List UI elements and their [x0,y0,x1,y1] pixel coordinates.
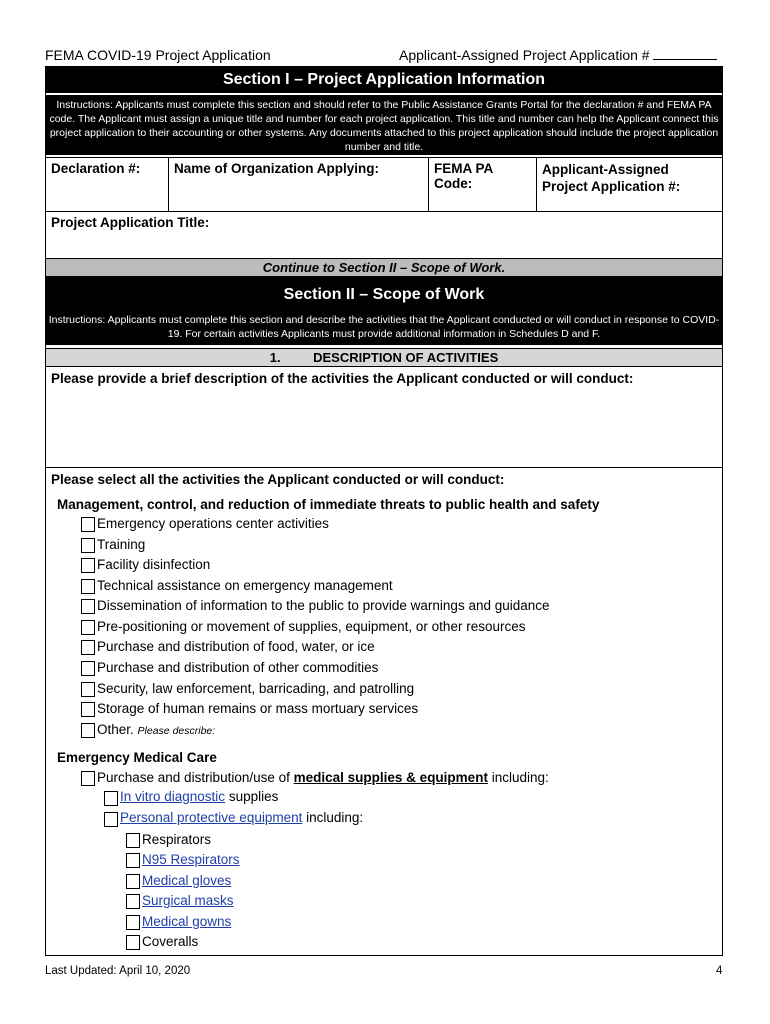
section-1-field-row [46,157,722,211]
coveralls-label: Coveralls [142,934,199,949]
surgical-masks-link[interactable]: Surgical masks [142,893,234,908]
checkbox[interactable] [81,771,95,786]
activity-label: Dissemination of information to the public to provide warnings and guidance [97,598,550,613]
checkbox[interactable] [81,538,95,553]
medical-supplies-label [97,770,549,785]
checkbox[interactable] [81,517,95,532]
checkbox[interactable] [126,853,140,868]
section-2-title: Section II – Scope of Work [46,277,722,309]
subheading-text: DESCRIPTION OF ACTIVITIES [313,350,499,365]
ppe-label [120,810,363,825]
description-subheading [46,348,722,367]
activity-label: Technical assistance on emergency management [97,578,393,593]
project-title-field[interactable]: Project Application Title: [51,215,210,230]
checkbox[interactable] [126,935,140,950]
other-checkbox[interactable] [81,723,95,738]
application-number-blank[interactable] [653,48,717,60]
section-1-title: Section I – Project Application Information [46,67,722,93]
checkbox[interactable] [126,833,140,848]
section-2-instructions: Instructions: Applicants must complete this section and describe the activities that the Applicant conducted or will conduct in response to COVID-19. For certain activities Applicants must provide additional information in Schedules D and F. [46,309,722,345]
header-form-title: FEMA COVID-19 Project Application [45,47,271,63]
ivd-label [120,789,278,804]
group-2-heading: Emergency Medical Care [57,750,217,765]
description-prompt: Please provide a brief description of the activities the Applicant conducted or will conduct: [51,371,634,386]
other-text: Other. [97,722,134,737]
checkbox[interactable] [126,915,140,930]
other-label [97,722,215,737]
app-number-field[interactable]: Applicant-Assigned Project Application #: [536,158,722,211]
checkbox[interactable] [81,620,95,635]
ppe-link[interactable]: Personal protective equipment [120,810,303,825]
project-title-row [46,211,722,259]
continue-note: Continue to Section II – Scope of Work. [46,258,722,277]
activity-label: Facility disinfection [97,557,211,572]
activity-label: Pre-positioning or movement of supplies, equipment, or other resources [97,619,526,634]
in-vitro-diagnostic-link[interactable]: In vitro diagnostic [120,789,226,804]
header-application-number [399,47,717,63]
checkbox[interactable] [81,640,95,655]
header-application-number-label: Applicant-Assigned Project Application # [399,47,650,63]
activity-label: Emergency operations center activities [97,516,329,531]
checkbox[interactable] [81,558,95,573]
checkbox[interactable] [81,599,95,614]
purchase-prefix: Purchase and distribution/use of [97,770,290,785]
respirators-label: Respirators [142,832,212,847]
medical-gloves-link[interactable]: Medical gloves [142,873,232,888]
page-number: 4 [716,965,723,977]
footer-last-updated: Last Updated: April 10, 2020 [45,965,191,977]
organization-field[interactable]: Name of Organization Applying: [168,158,428,211]
description-box[interactable] [46,366,722,467]
activity-label: Training [97,537,146,552]
declaration-field[interactable]: Declaration #: [51,161,141,176]
checkbox[interactable] [81,579,95,594]
checkbox[interactable] [126,874,140,889]
select-prompt: Please select all the activities the Applicant conducted or will conduct: [51,472,505,487]
subheading-number: 1. [269,350,281,365]
other-hint: Please describe: [137,725,216,737]
medical-gowns-link[interactable]: Medical gowns [142,914,232,929]
checkbox[interactable] [81,661,95,676]
activity-label: Storage of human remains or mass mortuary services [97,701,419,716]
n95-link[interactable]: N95 Respirators [142,852,240,867]
checkbox[interactable] [81,682,95,697]
purchase-suffix: including: [491,770,549,785]
activity-label: Security, law enforcement, barricading, and patrolling [97,681,415,696]
checkbox[interactable] [81,702,95,717]
checkbox[interactable] [126,894,140,909]
activity-label: Purchase and distribution of other commodities [97,660,379,675]
ppe-suffix: including: [306,810,364,825]
checkbox[interactable] [104,791,118,806]
ivd-suffix: supplies [228,789,279,804]
checkbox[interactable] [104,812,118,827]
pa-code-field[interactable]: FEMA PA Code: [428,158,536,211]
section-1-instructions: Instructions: Applicants must complete this section and should refer to the Public Assistance Grants Portal for the declaration # and FEMA PA code. The Applicant must assign a unique title and number for each project application. This title and number can help the Applicant connect this project application to their accounting or other systems. Any documents attached to this project application should include the project application number and title. [46,95,722,155]
activity-label: Purchase and distribution of food, water, or ice [97,639,375,654]
group-1-heading: Management, control, and reduction of immediate threats to public health and safety [57,497,600,512]
medical-supplies-link[interactable]: medical supplies & equipment [293,770,488,785]
